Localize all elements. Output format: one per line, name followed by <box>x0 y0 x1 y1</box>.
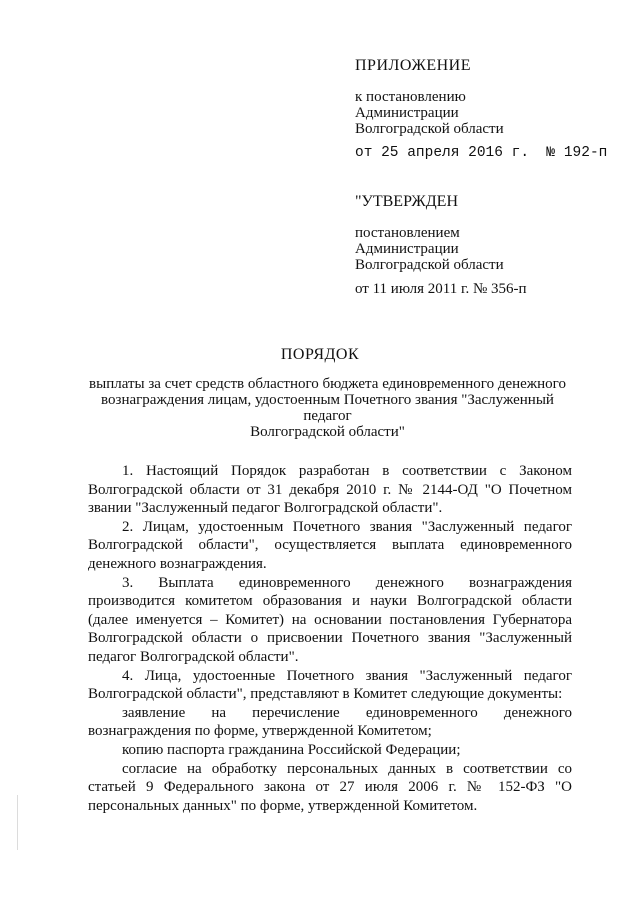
document-subtitle <box>85 376 570 440</box>
document-title: ПОРЯДОК <box>280 346 360 363</box>
appendix-title: ПРИЛОЖЕНИЕ <box>355 57 472 74</box>
document-body <box>88 462 572 815</box>
scan-margin-mark <box>17 795 18 850</box>
paragraph-3: 3. Выплата единовременного денежного вознаграждения производится комитетом образования и науки Волгоградской области (далее именуется – Комитет) на основании постановления Губернатора Волгоградской области о присвоении Почетного звания "Заслуженный педагог Волгоградской области". <box>88 574 572 665</box>
appendix-line: Волгоградской области <box>355 121 504 137</box>
approved-line: Администрации <box>355 241 459 257</box>
approved-line: Волгоградской области <box>355 257 504 273</box>
document-list-item: заявление на перечисление единовременного денежного вознаграждения по форме, утвержденной Комитетом; <box>88 704 572 740</box>
subtitle-line: выплаты за счет средств областного бюджета единовременного денежного <box>89 376 566 392</box>
document-list-item: согласие на обработку персональных данных в соответствии со статьей 9 Федерального закона от 27 июля 2006 г. № 152-ФЗ "О персональных данных" по форме, утвержденной Комитетом. <box>88 760 572 814</box>
paragraph-4: 4. Лица, удостоенные Почетного звания "Заслуженный педагог Волгоградской области", представляют в Комитет следующие документы: <box>88 667 572 703</box>
document-list-item: копию паспорта гражданина Российской Федерации; <box>122 741 461 758</box>
paragraph-1: 1. Настоящий Порядок разработан в соответствии с Законом Волгоградской области от 31 декабря 2010 г. № 2144-ОД "О Почетном звании "Заслуженный педагог Волгоградской области". <box>88 463 572 517</box>
approved-line: постановлением <box>355 225 460 241</box>
subtitle-line: вознаграждения лицам, удостоенным Почетного звания "Заслуженный педагог <box>101 392 554 424</box>
approved-title: "УТВЕРЖДЕН <box>355 193 458 210</box>
subtitle-line: Волгоградской области" <box>250 424 405 440</box>
paragraph-2: 2. Лицам, удостоенным Почетного звания "Заслуженный педагог Волгоградской области", осуществляется выплата единовременного денежного вознаграждения. <box>88 518 572 572</box>
appendix-line: к постановлению <box>355 89 466 105</box>
approved-date: от 11 июля 2011 г. № 356-п <box>355 281 527 297</box>
appendix-line: Администрации <box>355 105 459 121</box>
appendix-lines <box>355 89 504 137</box>
approved-lines <box>355 225 504 273</box>
resolution-date-number: от 25 апреля 2016 г. № 192-п <box>355 145 608 161</box>
